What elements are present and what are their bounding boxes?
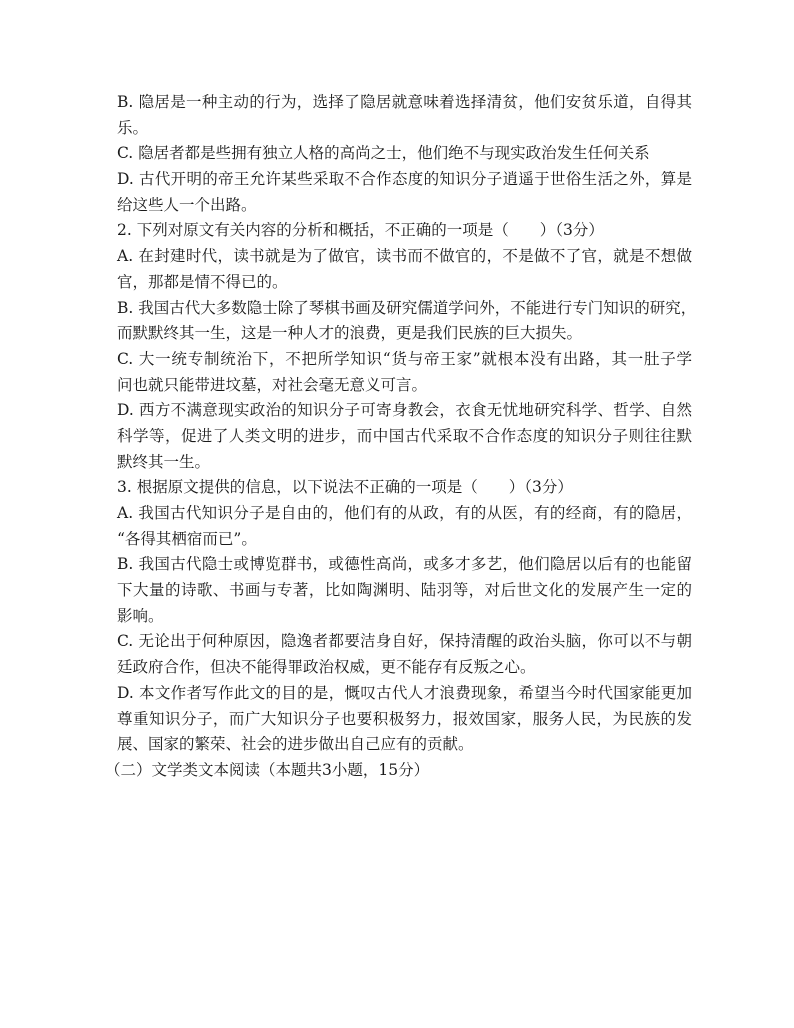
text-line: 尊重知识分子，而广大知识分子也要积极努力，报效国家，服务人民，为民族的发 xyxy=(117,709,692,728)
text-line: 展、国家的繁荣、社会的进步做出自己应有的贡献。 xyxy=(117,735,474,754)
document-page xyxy=(105,90,697,784)
text-line: 官，那都是情不得已的。 xyxy=(117,272,288,291)
text-line: 下大量的诗歌、书画与专著，比如陶渊明、陆羽等，对后世文化的发展产生一定的 xyxy=(117,581,692,600)
text-line: 乐。 xyxy=(117,118,149,137)
text-line: C. 大一统专制统治下，不把所学知识“货与帝王家”就根本没有出路，其一肚子学 xyxy=(117,349,692,368)
text-line: 3. 根据原文提供的信息，以下说法不正确的一项是（ ）（3分） xyxy=(117,478,573,497)
text-line: 而默默终其一生，这是一种人才的浪费，更是我们民族的巨大损失。 xyxy=(117,324,583,343)
text-line: B. 隐居是一种主动的行为，选择了隐居就意味着选择清贫，他们安贫乐道，自得其 xyxy=(117,93,692,111)
text-line: A. 我国古代知识分子是自由的，他们有的从政，有的从医，有的经商，有的隐居， xyxy=(117,504,692,522)
text-line: A. 在封建时代，读书就是为了做官，读书而不做官的，不是做不了官，就是不想做 xyxy=(117,247,692,266)
text-line: “各得其栖宿而已”。 xyxy=(117,529,257,548)
text-line: D. 古代开明的帝王允许某些采取不合作态度的知识分子逍遥于世俗生活之外，算是 xyxy=(117,170,692,189)
text-line: 科学等，促进了人类文明的进步，而中国古代采取不合作态度的知识分子则往往默 xyxy=(117,426,692,445)
text-line: D. 西方不满意现实政治的知识分子可寄身教会，衣食无忧地研究科学、哲学、自然 xyxy=(117,401,692,420)
section-heading: （二）文学类文本阅读（本题共3小题，15分） xyxy=(105,760,430,779)
text-line: 问也就只能带进坟墓，对社会毫无意义可言。 xyxy=(117,375,428,394)
text-line: 给这些人一个出路。 xyxy=(117,195,257,214)
text-line: 廷政府合作，但决不能得罪政治权威，更不能存有反叛之心。 xyxy=(117,658,536,677)
text-line: 默终其一生。 xyxy=(117,452,211,471)
text-line: 影响。 xyxy=(117,606,164,625)
text-line: C. 隐居者都是些拥有独立人格的高尚之士，他们绝不与现实政治发生任何关系 xyxy=(117,144,650,163)
text-line: 2. 下列对原文有关内容的分析和概括，不正确的一项是（ ）（3分） xyxy=(117,221,604,240)
text-line: D. 本文作者写作此文的目的是，慨叹古代人才浪费现象，希望当今时代国家能更加 xyxy=(117,683,692,702)
text-line: C. 无论出于何种原因，隐逸者都要洁身自好，保持清醒的政治头脑，你可以不与朝 xyxy=(117,632,692,651)
text-line: B. 我国古代大多数隐士除了琴棋书画及研究儒道学问外，不能进行专门知识的研究， xyxy=(117,298,697,317)
text-line: B. 我国古代隐士或博览群书，或德性高尚，或多才多艺，他们隐居以后有的也能留 xyxy=(117,555,692,574)
